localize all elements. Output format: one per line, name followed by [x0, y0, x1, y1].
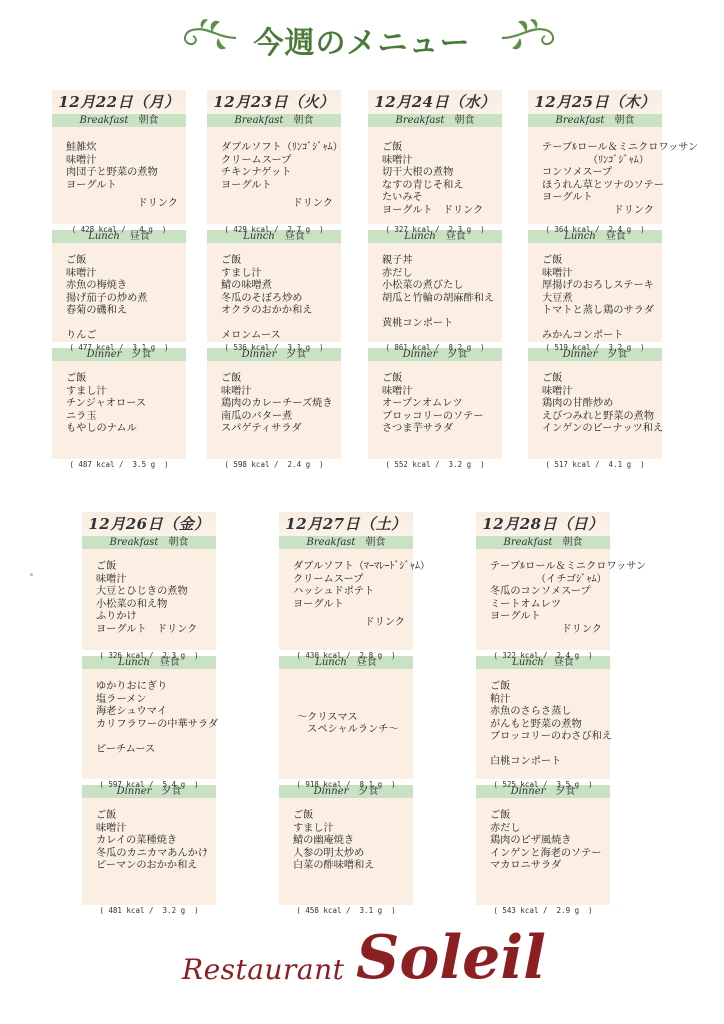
menu-item: ご飯	[542, 255, 563, 266]
menu-item: 胡瓜と竹輪の胡麻酢和え	[382, 292, 495, 304]
leaf-ornament-icon	[500, 16, 560, 56]
breakfast-label-jp: 朝食	[365, 537, 386, 548]
menu-item: ヨーグルト	[542, 192, 593, 203]
breakfast-header	[207, 114, 341, 127]
nutrition-info: ( 918 kcal / 8.1 g )	[296, 779, 396, 789]
breakfast-menu	[52, 127, 186, 234]
menu-item	[542, 318, 658, 331]
menu-item: ヨーグルト	[293, 598, 344, 610]
menu-item: ご飯	[490, 810, 511, 821]
dinner-label-jp: 夕食	[286, 349, 307, 360]
menu-item: ご飯	[96, 810, 117, 821]
menu-item: ミートオムレツ	[490, 598, 562, 610]
menu-item: すまし汁	[66, 385, 107, 397]
dinner-menu	[82, 798, 216, 915]
drink-item: ドリンク	[137, 198, 178, 209]
menu-item: 赤魚のさらさ蒸し	[490, 706, 572, 717]
lunch-label-en: Lunch	[88, 231, 120, 242]
menu-item: ご飯	[382, 373, 403, 384]
menu-item: 鯖の幽庵焼き	[293, 835, 355, 846]
dinner-menu	[207, 361, 341, 469]
day-date: 12月27日（土）	[279, 512, 413, 536]
menu-item: 冬瓜のそぼろ炒め	[221, 292, 303, 304]
menu-item: テーブﾙロール＆ミニクロワッサン	[490, 561, 647, 572]
menu-item: ほうれん草とツナのソテー	[542, 179, 665, 191]
dinner-label-jp: 夕食	[161, 786, 182, 797]
menu-item: ふりかけ	[96, 611, 137, 622]
dinner-menu	[476, 798, 610, 915]
nutrition-info: ( 519 kcal / 3.2 g )	[545, 342, 645, 352]
menu-item: 厚揚げのおろしステーキ	[542, 280, 654, 291]
menu-item: ヨーグルト ドリンク	[382, 204, 484, 216]
drink-item: ドリンク	[613, 204, 654, 216]
menu-item: チキンナゲット	[221, 167, 292, 178]
day-card	[82, 512, 219, 915]
menu-item: ご飯	[66, 373, 87, 384]
menu-item: オープンオムレツ	[382, 398, 463, 409]
nutrition-info: ( 598 kcal / 2.4 g )	[224, 459, 324, 469]
menu-item: クリームスープ	[293, 573, 364, 585]
menu-item: 味噌汁	[66, 154, 97, 166]
menu-item: ご飯	[221, 373, 242, 384]
lunch-label-en: Lunch	[118, 657, 150, 668]
menu-item: 味噌汁	[382, 154, 413, 166]
dinner-label-en: Dinner	[241, 349, 277, 360]
menu-item: 切干大根の煮物	[382, 167, 454, 178]
breakfast-label-jp: 朝食	[168, 537, 189, 548]
menu-item: ご飯	[293, 810, 314, 821]
breakfast-label-en: Breakfast	[395, 115, 445, 126]
nutrition-info: ( 429 kcal / 2.7 g )	[224, 224, 324, 234]
dinner-menu	[368, 361, 502, 469]
menu-item: 鯖の味噌煮	[221, 280, 272, 291]
menu-item	[221, 318, 337, 331]
dinner-label-jp: 夕食	[358, 786, 379, 797]
nutrition-info: ( 487 kcal / 3.5 g )	[69, 459, 169, 469]
menu-item: 人参の明太炒め	[293, 847, 365, 859]
day-card	[207, 90, 343, 469]
nutrition-info: ( 597 kcal / 5.4 g )	[99, 779, 199, 789]
menu-item: もやしのナムル	[66, 423, 137, 434]
menu-item: インゲンのピーナッツ和え	[542, 423, 664, 434]
lunch-menu	[528, 243, 662, 352]
menu-item: 味噌汁	[221, 385, 252, 397]
nutrition-info: ( 428 kcal / 4 g )	[71, 224, 167, 234]
dinner-label-en: Dinner	[562, 349, 598, 360]
menu-item: りんご	[66, 330, 97, 341]
menu-item: オクラのおかか和え	[221, 305, 313, 316]
menu-item: 白菜の酢味噌和え	[293, 860, 375, 871]
menu-item: えびつみれと野菜の煮物	[542, 410, 655, 422]
breakfast-menu	[476, 549, 647, 660]
breakfast-label-en: Breakfast	[555, 115, 605, 126]
menu-item: スパゲティサラダ	[221, 423, 302, 434]
menu-item: 小松菜の和え物	[96, 598, 168, 610]
menu-item: ご飯	[542, 373, 563, 384]
lunch-menu	[476, 669, 613, 789]
menu-item: クリームスープ	[221, 154, 292, 166]
breakfast-header	[528, 114, 662, 127]
menu-item: 鶏肉のカレーチーズ焼き	[221, 398, 333, 409]
lunch-menu	[82, 669, 219, 789]
breakfast-menu	[528, 127, 699, 234]
menu-item: 鶏肉のピザ風焼き	[490, 835, 572, 846]
page-header	[0, 18, 724, 70]
lunch-label-jp: 昼食	[445, 231, 466, 242]
menu-item: チンジャオロース	[66, 398, 147, 409]
menu-item: がんもと野菜の煮物	[490, 718, 582, 730]
menu-item: （イチゴｼﾞｬﾑ）	[490, 573, 607, 585]
menu-item: ヨーグルト	[66, 179, 117, 191]
nutrition-info: ( 536 kcal / 3.1 g )	[224, 342, 324, 352]
menu-item	[293, 699, 409, 712]
menu-item: 春菊の磯和え	[66, 305, 128, 316]
nutrition-info: ( 481 kcal / 3.2 g )	[99, 905, 199, 915]
menu-item: カリフラワーの中華サラダ	[96, 718, 219, 730]
breakfast-label-en: Breakfast	[109, 537, 159, 548]
menu-item: 親子丼	[382, 255, 413, 266]
day-date: 12月23日（火）	[207, 90, 341, 114]
breakfast-menu	[368, 127, 502, 234]
menu-item: 大豆とひじきの煮物	[96, 586, 188, 597]
breakfast-header	[279, 536, 413, 549]
breakfast-header	[476, 536, 610, 549]
menu-item: スペシャルランチ～	[297, 724, 399, 735]
restaurant-label: Restaurant	[182, 953, 345, 986]
speckle-dot	[30, 573, 33, 576]
menu-item: 黄桃コンポート	[382, 317, 454, 329]
menu-item: 赤魚の梅焼き	[66, 280, 128, 291]
lunch-menu	[368, 243, 502, 352]
menu-item: 海老シュウマイ	[96, 706, 167, 717]
menu-item: ヨーグルト ドリンク	[96, 623, 198, 635]
menu-item: インゲンと海老のソテー	[490, 847, 602, 859]
day-date: 12月22日（月）	[52, 90, 186, 114]
lunch-label-en: Lunch	[243, 231, 275, 242]
day-card	[52, 90, 186, 469]
day-card	[528, 90, 699, 469]
lunch-label-jp: 昼食	[284, 231, 305, 242]
menu-item: ピーチムース	[96, 743, 156, 755]
menu-item: なすの青じそ和え	[382, 179, 464, 191]
menu-item: ブロッコリーのわさび和え	[490, 731, 613, 742]
nutrition-info: ( 430 kcal / 2.8 g )	[296, 650, 396, 660]
menu-item: 肉団子と野菜の煮物	[66, 167, 158, 178]
lunch-label-jp: 昼食	[356, 657, 377, 668]
dinner-label-jp: 夕食	[447, 349, 468, 360]
restaurant-footer	[0, 925, 724, 995]
dinner-menu	[279, 798, 413, 915]
breakfast-label-jp: 朝食	[138, 115, 159, 126]
lunch-menu	[52, 243, 186, 352]
menu-item: 冬瓜のカニカマあんかけ	[96, 847, 209, 859]
menu-item: ピーマンのおかか和え	[96, 860, 198, 871]
lunch-label-jp: 昼食	[605, 231, 626, 242]
restaurant-logo-name: Soleil	[356, 923, 546, 993]
day-date: 12月26日（金）	[82, 512, 216, 536]
menu-item: 味噌汁	[542, 267, 573, 279]
menu-item: 味噌汁	[382, 385, 413, 397]
nutrition-info: ( 525 kcal / 3.5 g )	[493, 779, 593, 789]
menu-item: ご飯	[66, 255, 87, 266]
menu-item: ヨーグルト	[221, 179, 272, 191]
menu-item: 味噌汁	[542, 385, 573, 397]
menu-item	[490, 744, 606, 757]
breakfast-label-en: Breakfast	[503, 537, 553, 548]
menu-item	[66, 318, 182, 331]
nutrition-info: ( 326 kcal / 2.3 g )	[99, 650, 199, 660]
menu-item: 赤だし	[382, 267, 413, 279]
dinner-menu	[528, 361, 664, 469]
dinner-label-jp: 夕食	[607, 349, 628, 360]
lunch-label-jp: 昼食	[129, 231, 150, 242]
menu-item: ご飯	[221, 255, 242, 266]
menu-item: 鮭雑炊	[66, 142, 97, 153]
menu-item	[96, 731, 212, 744]
menu-item: ご飯	[382, 142, 403, 153]
menu-item: すまし汁	[293, 822, 334, 834]
lunch-menu	[207, 243, 341, 352]
breakfast-label-jp: 朝食	[293, 115, 314, 126]
menu-item: 赤だし	[490, 822, 521, 834]
menu-item: ハッシュドポテト	[293, 586, 375, 597]
menu-item: コンソメスープ	[542, 167, 613, 178]
menu-item: 味噌汁	[96, 573, 127, 585]
breakfast-menu	[279, 549, 431, 660]
breakfast-menu	[207, 127, 343, 234]
page-title: 今週のメニュー	[253, 26, 471, 61]
day-card	[279, 512, 431, 915]
menu-item: 味噌汁	[66, 267, 97, 279]
menu-item: 粕汁	[490, 693, 511, 705]
menu-item: 白桃コンポート	[490, 756, 562, 767]
menu-item: ダブルソフト（ﾏｰﾏﾚｰﾄﾞｼﾞｬﾑ）	[293, 561, 431, 572]
menu-item: たいみそ	[382, 192, 423, 203]
breakfast-label-en: Breakfast	[234, 115, 284, 126]
drink-item: ドリンク	[364, 617, 405, 628]
menu-item: テーブﾙロール＆ミニクロワッサン	[542, 142, 699, 153]
menu-item: ご飯	[490, 681, 511, 692]
menu-item: ニラ玉	[66, 410, 97, 422]
day-date: 12月28日（日）	[476, 512, 610, 536]
menu-item: 南瓜のバター煮	[221, 410, 293, 422]
dinner-label-jp: 夕食	[131, 349, 152, 360]
breakfast-header	[52, 114, 186, 127]
menu-item: ブロッコリーのソテー	[382, 410, 484, 422]
nutrition-info: ( 517 kcal / 4.1 g )	[545, 459, 645, 469]
breakfast-menu	[82, 549, 216, 660]
menu-item: すまし汁	[221, 267, 262, 279]
breakfast-label-jp: 朝食	[614, 115, 635, 126]
menu-item: マカロニサラダ	[490, 860, 562, 871]
lunch-label-en: Lunch	[404, 231, 436, 242]
lunch-label-en: Lunch	[512, 657, 544, 668]
menu-item: みかんコンポート	[542, 330, 624, 341]
menu-item: 塩ラーメン	[96, 693, 147, 705]
lunch-label-en: Lunch	[315, 657, 347, 668]
day-card	[476, 512, 647, 915]
menu-item: （ﾘﾝｺﾞｼﾞｬﾑ）	[542, 154, 649, 166]
nutrition-info: ( 552 kcal / 3.2 g )	[385, 459, 485, 469]
menu-item: 小松菜の煮びたし	[382, 280, 464, 291]
menu-item: カレイの菜種焼き	[96, 835, 177, 846]
menu-item: ゆかりおにぎり	[96, 681, 168, 692]
menu-item: 味噌汁	[96, 822, 127, 834]
day-date: 12月25日（木）	[528, 90, 662, 114]
breakfast-label-en: Breakfast	[79, 115, 129, 126]
nutrition-info: ( 861 kcal / 8.2 g )	[385, 342, 485, 352]
menu-item: ヨーグルト	[490, 611, 541, 622]
lunch-label-jp: 昼食	[553, 657, 574, 668]
dinner-label-en: Dinner	[510, 786, 546, 797]
breakfast-header	[82, 536, 216, 549]
menu-item: ～クリスマス	[297, 711, 358, 723]
nutrition-info: ( 327 kcal / 2.3 g )	[385, 224, 485, 234]
dinner-label-en: Dinner	[116, 786, 152, 797]
menu-item: 大豆煮	[542, 292, 573, 304]
nutrition-info: ( 458 kcal / 3.1 g )	[296, 905, 396, 915]
lunch-label-en: Lunch	[564, 231, 596, 242]
menu-item	[382, 305, 498, 318]
menu-item: さつま芋サラダ	[382, 423, 454, 434]
menu-item: ダブルソフト（ﾘﾝｺﾞｼﾞｬﾑ）	[221, 142, 343, 153]
menu-item: トマトと蒸し鶏のサラダ	[542, 305, 654, 316]
nutrition-info: ( 322 kcal / 2.4 g )	[493, 650, 593, 660]
dinner-label-en: Dinner	[402, 349, 438, 360]
day-date: 12月24日（水）	[368, 90, 502, 114]
menu-item: メロンムース	[221, 330, 281, 341]
breakfast-header	[368, 114, 502, 127]
nutrition-info: ( 543 kcal / 2.9 g )	[493, 905, 593, 915]
nutrition-info: ( 364 kcal / 2.4 g )	[545, 224, 645, 234]
menu-item: 冬瓜のコンソメスープ	[490, 586, 591, 597]
breakfast-label-jp: 朝食	[562, 537, 583, 548]
breakfast-label-en: Breakfast	[306, 537, 356, 548]
day-card	[368, 90, 502, 469]
dinner-label-jp: 夕食	[555, 786, 576, 797]
drink-item: ドリンク	[561, 623, 602, 635]
breakfast-label-jp: 朝食	[454, 115, 475, 126]
lunch-label-jp: 昼食	[159, 657, 180, 668]
dinner-label-en: Dinner	[86, 349, 122, 360]
dinner-menu	[52, 361, 186, 469]
menu-item: ご飯	[96, 561, 117, 572]
nutrition-info: ( 477 kcal / 3.1 g )	[69, 342, 169, 352]
dinner-label-en: Dinner	[313, 786, 349, 797]
lunch-menu	[279, 669, 413, 789]
leaf-ornament-icon	[178, 16, 238, 56]
menu-item: 揚げ茄子の炒め煮	[66, 292, 148, 304]
menu-item: 鶏肉の甘酢炒め	[542, 398, 614, 409]
drink-item: ドリンク	[292, 198, 333, 209]
